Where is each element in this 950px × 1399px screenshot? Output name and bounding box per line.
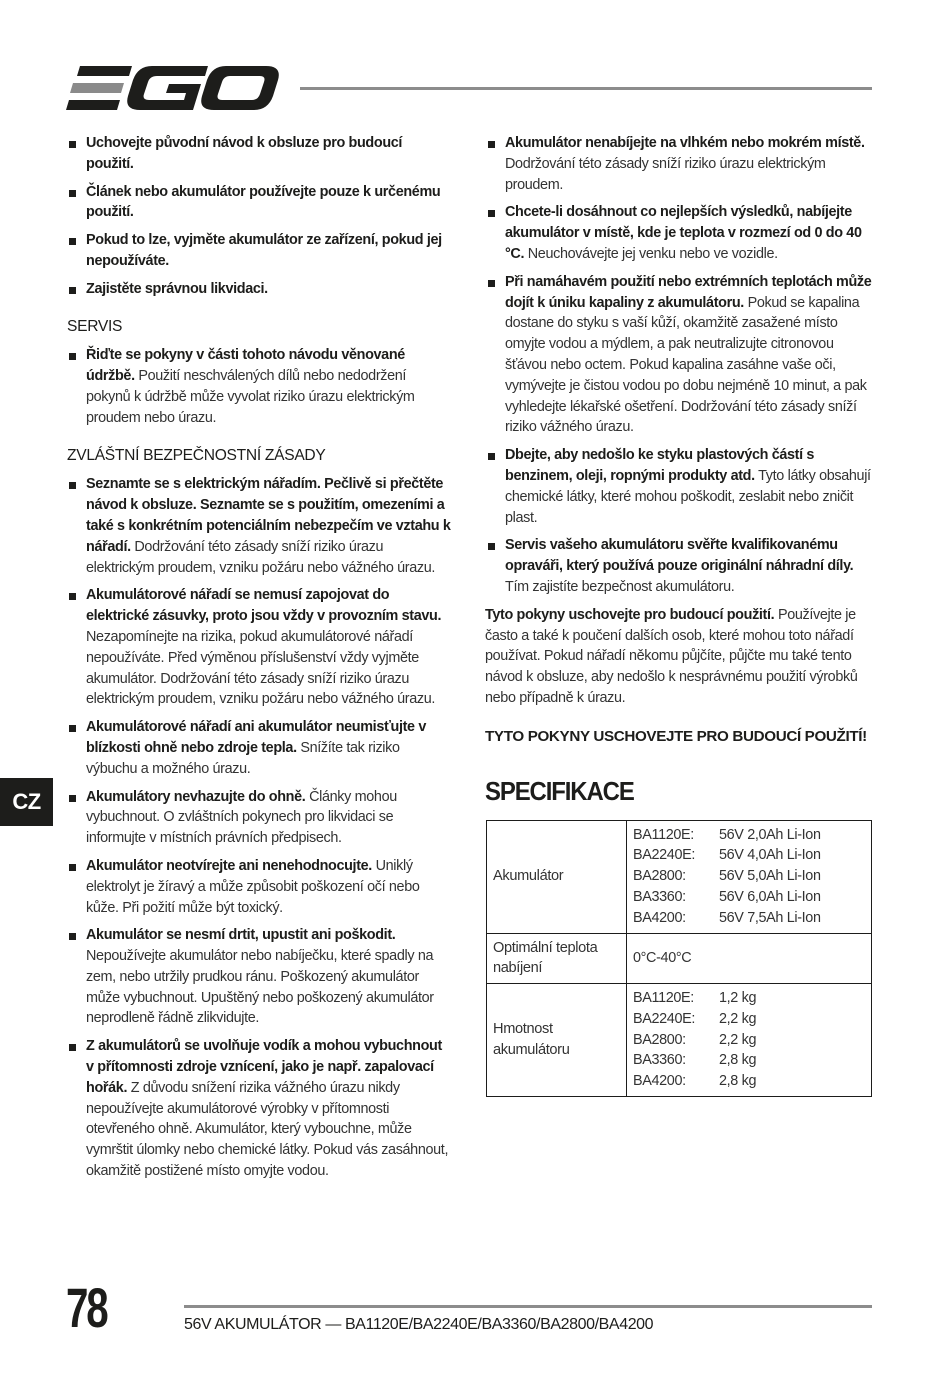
spec-value: 56V 6,0Ah Li-Ion [719,888,821,905]
spec-value: 2,8 kg [719,1073,757,1090]
bullet-list-general [66,133,452,300]
bullet-normal-text: Dodržování této zásady sníží riziko úrazu elektrickým proudem. [505,155,826,193]
spec-model: BA4200: [633,909,686,926]
bullet-bold-text: Řiďte se pokyny v části tohoto návodu věnované údržbě. [86,347,405,385]
bullet-normal-text: Nezapomínejte na rizika, pokud akumulátorové nářadí nepoužíváte. Před výměnou příslušenství vždy vyjměte akumulátor. Dodržování této zásady sníží riziko úrazu elektrickým proudem, vzniku požáru nebo vážného úrazu. [86,628,436,708]
spec-line [633,908,865,929]
bullet-normal-text: Tím zajistíte bezpečnost akumulátoru. [505,578,735,595]
section-heading-servis: SERVIS [67,317,123,335]
bullet-item [66,133,452,175]
spec-title: SPECIFIKACE [485,775,634,806]
bullet-list-special [66,474,452,1182]
bullet-item [66,925,452,1029]
bullet-item [66,1036,452,1182]
bullet-normal-text: Z důvodu snížení rizika vážného úrazu nikdy nepoužívejte akumulátorové výrobky v přítomnosti otevřeného ohně. Akumulátor, který vybouchne, může vymrštit úlomky nebo chemické látky. Pokud vás zasáhnout, okamžitě postižené místo omyjte vodou. [86,1079,449,1180]
bullet-item [66,279,452,300]
bullet-item [66,787,452,849]
spec-value: 2,2 kg [719,1031,757,1048]
footer-rule [184,1305,872,1308]
spec-model: BA1120E: [633,990,694,1007]
bullet-normal-text: Použití neschválených dílů nebo nedodržení pokynů k údržbě může vyvolat riziko úrazu elektrickým proudem nebo úrazu. [86,368,415,426]
closing-paragraph: Tyto pokyny uschovejte pro budoucí použití. Používejte je často a také k poučení dalších osob, které mohou toto nářadí používat. Pokud nářadí někomu půjčíte, půjčte mu také tento návod k obsluze, aby nedošlo k nesprávnému použití výrobků nebo případně k úrazu. [485,606,858,706]
spec-model: BA2800: [633,868,686,885]
spec-line [633,1050,865,1071]
bullet-item [485,272,873,438]
bullet-bold-text: Při namáhavém použití nebo extrémních teplotách může dojít k úniku kapaliny z akumulátoru. [505,273,872,311]
bullet-item [66,474,452,578]
bullet-bold-text: Článek nebo akumulátor používejte pouze k určenému použití. [86,183,441,221]
spec-model: BA4200: [633,1073,686,1090]
bullet-item [66,717,452,779]
spec-model: BA1120E: [633,826,694,843]
page-number: 78 [66,1276,107,1339]
bullet-normal-text: Snížíte tak riziko výbuchu a možného úrazu. [86,739,400,777]
right-column [485,133,873,1097]
bullet-bold-text: Akumulátorové nářadí se nemusí zapojovat do elektrické zásuvky, proto jsou vždy v provozním stavu. [86,587,442,625]
spec-line [633,1030,865,1051]
bullet-normal-text: Dodržování této zásady sníží riziko úrazu elektrickým proudem, vzniku požáru nebo vážného úrazu. [86,538,436,576]
bullet-item [66,345,452,428]
spec-line [633,845,865,866]
bullet-bold-text: Z akumulátorů se uvolňuje vodík a mohou vybuchnout v přítomnosti zdroje vznícení, jako je např. zapalovací hořák. [86,1038,442,1096]
spec-value: 2,8 kg [719,1052,757,1069]
spec-table [486,820,872,1098]
left-column [66,133,452,1189]
spec-values [627,820,872,933]
spec-model: BA2240E: [633,847,696,864]
bullet-list-charging [485,133,873,598]
spec-values [627,933,872,984]
bullet-normal-text: Články mohou vybuchnout. O zvláštních pokynech pro likvidaci se informujte v místních právních předpisech. [86,788,397,847]
keep-instructions-heading: TYTO POKYNY USCHOVEJTE PRO BUDOUCÍ POUŽITÍ! [485,727,867,745]
bullet-normal-text: Neuchovávejte jej venku nebo ve vozidle. [524,245,778,262]
spec-value: 56V 2,0Ah Li-Ion [719,826,821,843]
bullet-bold-text: Akumulátor neotvírejte ani nenehodnocujte. [86,857,372,874]
bullet-bold-text: Akumulátor nenabíjejte na vlhkém nebo mokrém místě. [505,135,865,151]
spec-value: 56V 7,5Ah Li-Ion [719,909,821,926]
bullet-item [485,535,873,597]
spec-value: 1,2 kg [719,990,757,1007]
spec-values [627,984,872,1097]
bullet-bold-text: Akumulátory nevhazujte do ohně. [86,788,306,805]
spec-model: BA3360: [633,888,686,905]
bullet-normal-text: Uniklý elektrolyt je žíravý a může způsobit poškození očí nebo kůže. Při požití může být toxický. [86,857,420,916]
spec-label: Hmotnost akumulátoru [487,984,627,1097]
spec-label: Optimální teplota nabíjení [487,933,627,984]
bullet-bold-text: Uchovejte původní návod k obsluze pro budoucí použití. [86,135,403,172]
bullet-normal-text: Nepoužívejte akumulátor nebo nabíječku, které spadly na zem, nebo utržily prudkou ránu. Poškozený akumulátor může vybuchnout. Upuštěný nebo poškozený akumulátor neprodleně řádně zlikvidujte. [86,948,434,1027]
spec-model: 0°C-40°C [633,949,692,966]
spec-value: 2,2 kg [719,1010,757,1027]
spec-model: BA2240E: [633,1010,696,1027]
bullet-bold-text: Chcete-li dosáhnout co nejlepších výsledků, nabíjejte akumulátor v místě, kde je teplota v rozmezí od 0 do 40 °C. [505,204,862,262]
bullet-bold-text: Akumulátorové nářadí ani akumulátor neumisťujte v blízkosti ohně nebo zdroje tepla. [86,719,427,756]
section-heading-special: ZVLÁŠTNÍ BEZPEČNOSTNÍ ZÁSADY [67,446,326,464]
bullet-item [485,202,873,264]
bullet-item [66,585,452,710]
bullet-item [66,230,452,272]
bullet-bold-text: Seznamte se s elektrickým nářadím. Pečlivě si přečtěte návod k obsluze. Seznamte se s použitím, omezeními a také s konkrétním potenciálním nebezpečím ve vztahu k nářadí. [86,476,451,555]
spec-line [633,988,865,1009]
bullet-item [66,856,452,918]
spec-model: BA2800: [633,1031,686,1048]
bullet-item [66,182,452,224]
bullet-item [485,445,873,528]
bullet-bold-text: Akumulátor se nesmí drtit, upustit ani poškodit. [86,927,396,944]
spec-line [633,866,865,887]
bullet-bold-text: Pokud to lze, vyjměte akumulátor ze zařízení, pokud jej nepoužíváte. [86,232,442,269]
spec-line [633,887,865,908]
spec-model: BA3360: [633,1052,686,1069]
spec-line [633,1071,865,1092]
spec-row [487,984,872,1097]
language-tab: CZ [0,778,53,826]
ego-logo [66,64,280,112]
header-rule [300,87,872,90]
footer-text: 56V AKUMULÁTOR — BA1120E/BA2240E/BA3360/BA2800/BA4200 [184,1316,654,1333]
bullet-bold-text: Dbejte, aby nedošlo ke styku plastových částí s benzinem, oleji, ropnými produkty atd. [505,447,815,484]
bullet-item [485,133,873,195]
bullet-list-servis [66,345,452,428]
spec-value: 56V 5,0Ah Li-Ion [719,868,821,885]
bullet-bold-text: Servis vašeho akumulátoru svěřte kvalifikovanému opraváři, který používá pouze originální náhradní díly. [505,537,854,575]
bullet-normal-text: Pokud se kapalina dostane do styku s vaší kůží, okamžitě zasažené místo omyjte vodou a mýdlem, a pak neutralizujte citronovou šťávou nebo octem. Pokud kapalina zasáhne vaše oči, vymývejte je čistou vodou po dobu nejméně 10 minut, a pak vyhledejte lékařské ošetření. Dodržování této zásady sníží riziko vážného úrazu. [505,294,867,436]
spec-row [487,933,872,984]
spec-row [487,820,872,933]
spec-line [633,948,865,969]
bullet-bold-text: Zajistěte správnou likvidaci. [86,280,268,297]
spec-label: Akumulátor [487,820,627,933]
bullet-normal-text: Tyto látky obsahují chemické látky, které mohou poškodit, zeslabit nebo zničit plast. [505,467,871,526]
spec-line [633,825,865,846]
spec-value: 56V 4,0Ah Li-Ion [719,847,821,864]
spec-line [633,1009,865,1030]
